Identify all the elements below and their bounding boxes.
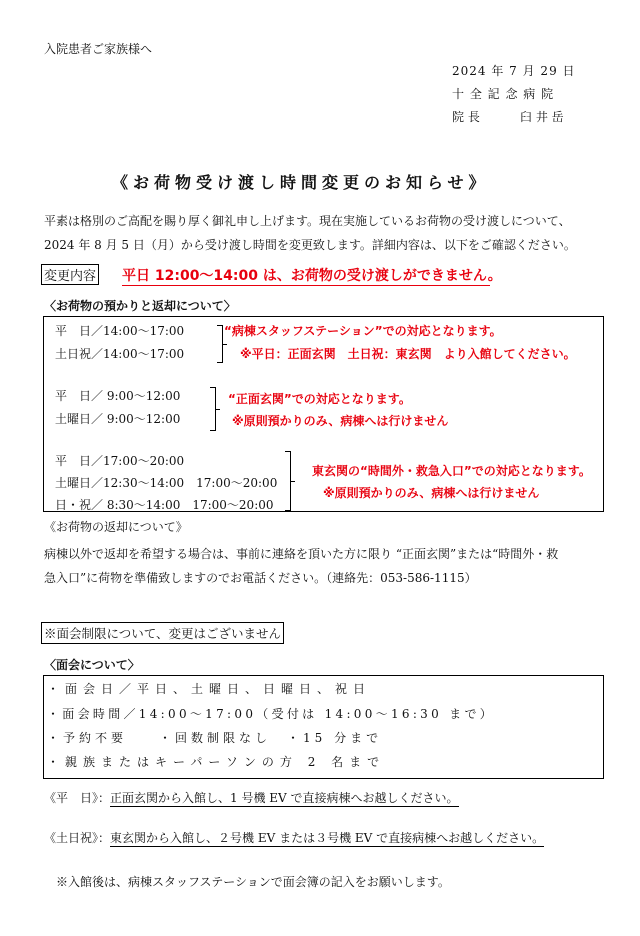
storage-heading: 〈お荷物の預かりと返却について〉 bbox=[44, 299, 236, 313]
weekend-entrance bbox=[44, 829, 544, 846]
group1-time-2: 土日祝／14:00～17:00 bbox=[55, 347, 185, 361]
group3-time-1: 平 日／17:00～20:00 bbox=[55, 454, 185, 468]
group2-time-1: 平 日／ 9:00～12:00 bbox=[55, 389, 181, 403]
group2-time-2: 土曜日／ 9:00～12:00 bbox=[55, 412, 181, 426]
group2-brace bbox=[210, 387, 216, 431]
addressee: 入院患者ご家族様へ bbox=[44, 42, 153, 56]
visit-rule-people: ・親族またはキーパーソンの方 2 名まで bbox=[47, 755, 386, 769]
weekend-label: 《土日祝》： bbox=[44, 831, 111, 845]
intro-line-2: 2024 年 8 月 5 日（月）から受け渡し時間を変更致します。詳細内容は、以下をご確認ください。 bbox=[44, 238, 576, 252]
director-name: 臼 井 岳 bbox=[520, 110, 564, 124]
director-title: 院 長 bbox=[452, 110, 480, 124]
issue-date: 2024 年 7 月 29 日 bbox=[452, 64, 576, 78]
hospital-name: 十 全 記 念 病 院 bbox=[452, 87, 555, 101]
return-line-2: 急入口”に荷物を準備致しますのでお電話ください。（連絡先：053-586-1115） bbox=[44, 571, 477, 585]
group1-time-1: 平 日／14:00～17:00 bbox=[55, 324, 185, 338]
visit-heading: 〈面会について〉 bbox=[44, 658, 140, 672]
visit-notice: ※面会制限について、変更はございません bbox=[41, 622, 284, 644]
visit-rule-days: ・面会日／平日、土曜日、日曜日、祝日 bbox=[47, 682, 372, 696]
group1-note-1: “病棟スタッフステーション”での対応となります。 bbox=[224, 324, 502, 338]
group1-note-2: ※平日：正面玄関 土日祝：東玄関 より入館してください。 bbox=[240, 347, 576, 361]
change-label: 変更内容 bbox=[41, 264, 99, 285]
intro-line-1: 平素は格別のご高配を賜り厚く御礼申し上げます。現在実施しているお荷物の受け渡しについて、 bbox=[44, 214, 571, 228]
group2-note-1: “正面玄関”での対応となります。 bbox=[228, 392, 411, 406]
group3-brace bbox=[285, 451, 291, 511]
visit-rule-reservation: ・予約不要 ・回数制限なし ・15 分まで bbox=[47, 731, 383, 745]
page-title: 《お荷物受け渡し時間変更のお知らせ》 bbox=[112, 173, 490, 192]
return-heading: 《お荷物の返却について》 bbox=[44, 520, 188, 534]
return-line-1: 病棟以外で返却を希望する場合は、事前に連絡を頂いた方に限り “正面玄関”または“時間外・救 bbox=[44, 547, 559, 561]
group3-note-1: 東玄関の“時間外・救急入口”での対応となります。 bbox=[312, 464, 591, 478]
weekday-label: 《平 日》： bbox=[44, 791, 111, 805]
visit-rule-hours: ・面会時間／14:00～17:00（受付は 14:00～16:30 まで） bbox=[47, 707, 496, 721]
group3-time-2: 土曜日／12:30～14:00 17:00～20:00 bbox=[55, 476, 278, 490]
group1-brace bbox=[217, 325, 223, 363]
group2-note-2: ※原則預かりのみ、病棟へは行けません bbox=[232, 414, 449, 428]
change-text: 平日 12:00～14:00 は、お荷物の受け渡しができません。 bbox=[122, 265, 490, 286]
group3-time-3: 日・祝／ 8:30～14:00 17:00～20:00 bbox=[55, 498, 274, 512]
weekday-text: 正面玄関から入館し、1 号機 EV で直接病棟へお越しください。 bbox=[110, 791, 459, 805]
storage-schedule-box bbox=[43, 316, 604, 512]
visit-rules-box bbox=[43, 675, 604, 779]
footer-note: ※入館後は、病棟スタッフステーションで面会簿の記入をお願いします。 bbox=[56, 875, 450, 889]
weekday-entrance bbox=[44, 789, 459, 806]
weekend-text: 東玄関から入館し、２号機 EV または３号機 EV で直接病棟へお越しください。 bbox=[110, 831, 545, 845]
group3-note-2: ※原則預かりのみ、病棟へは行けません bbox=[323, 486, 540, 500]
